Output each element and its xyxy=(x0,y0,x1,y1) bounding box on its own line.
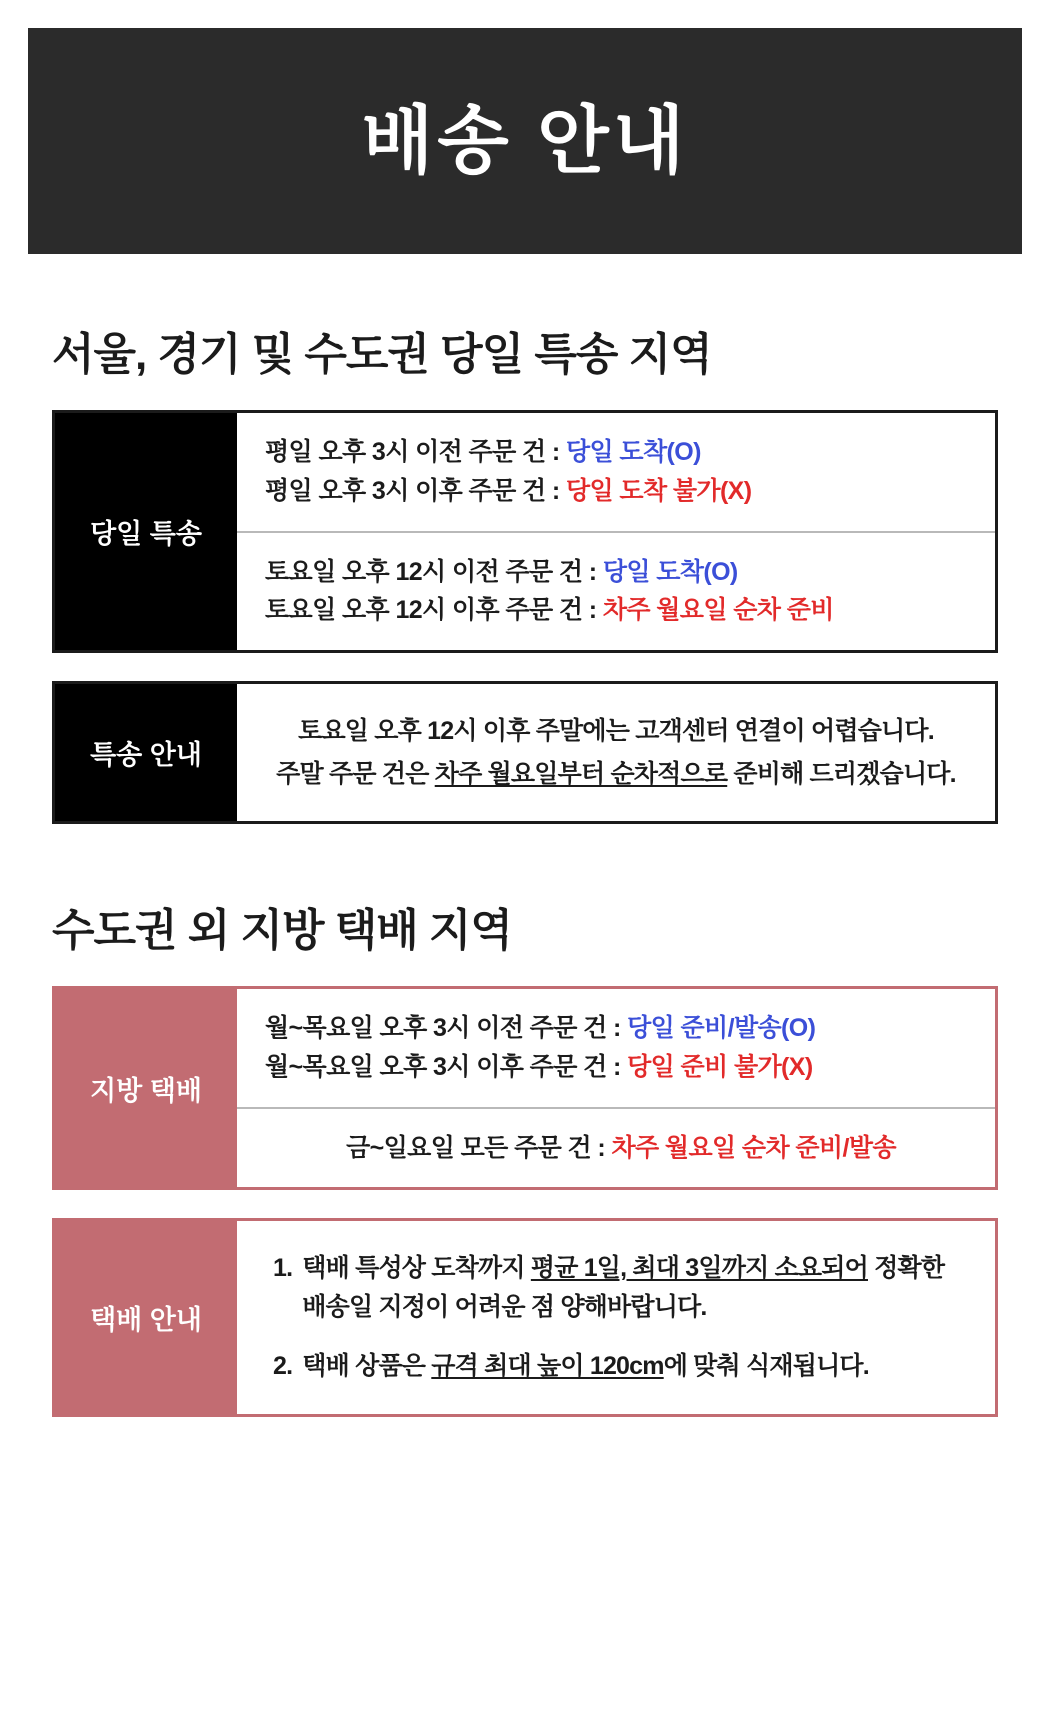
notice-underlined-text: 차주 월요일부터 순차적으로 xyxy=(434,759,728,788)
regional-notice-table xyxy=(52,1218,998,1416)
table-row xyxy=(237,1107,995,1188)
rule-line xyxy=(265,591,977,630)
list-item xyxy=(273,1347,965,1386)
same-day-delivery-label: 당일 특송 xyxy=(55,413,237,650)
table-row xyxy=(237,531,995,651)
rule-line xyxy=(265,472,977,511)
regional-delivery-rows xyxy=(237,989,995,1187)
rule-line xyxy=(265,433,977,472)
page-title: 배송 안내 xyxy=(361,99,689,182)
regional-delivery-label: 지방 택배 xyxy=(55,989,237,1187)
list-marker: 1. xyxy=(273,1254,293,1283)
list-text xyxy=(302,1249,965,1327)
rule-highlight: 당일 준비 불가(X) xyxy=(627,1052,813,1081)
rule-prefix: 토요일 오후 12시 이전 주문 건 : xyxy=(265,557,603,586)
list-text-after: 정확한 배송일 지정이 어려운 점 양해바랍니다. xyxy=(302,1254,945,1321)
rule-line xyxy=(265,1129,977,1168)
regional-delivery-table xyxy=(52,986,998,1190)
notice-text: 주말 주문 건은 xyxy=(276,759,435,788)
rule-prefix: 금~일요일 모든 주문 건 : xyxy=(346,1133,612,1162)
rule-highlight: 차주 월요일 순차 준비 xyxy=(602,596,834,625)
table-row xyxy=(237,413,995,531)
rule-line xyxy=(265,553,977,592)
table-row xyxy=(237,989,995,1107)
rule-prefix: 월~목요일 오후 3시 이후 주문 건 : xyxy=(265,1052,628,1081)
list-item xyxy=(273,1249,965,1327)
same-day-delivery-table xyxy=(52,410,998,653)
list-text-after: 에 맞춰 식재됩니다. xyxy=(663,1351,869,1380)
section-heading-metro: 서울, 경기 및 수도권 당일 특송 지역 xyxy=(52,330,712,379)
same-day-notice-label: 특송 안내 xyxy=(55,684,237,821)
section-heading-regional: 수도권 외 지방 택배 지역 xyxy=(52,906,512,955)
rule-highlight: 차주 월요일 순차 준비/발송 xyxy=(611,1133,896,1162)
delivery-info-page xyxy=(0,28,1050,1720)
list-text-before: 택배 특성상 도착까지 xyxy=(302,1254,531,1283)
rule-highlight: 당일 도착(O) xyxy=(565,438,701,466)
rule-prefix: 평일 오후 3시 이전 주문 건 : xyxy=(265,438,566,466)
regional-notice-label: 택배 안내 xyxy=(55,1221,237,1413)
list-text-underlined: 평균 1일, 최대 3일까지 소요되어 xyxy=(530,1254,868,1283)
same-day-delivery-rows xyxy=(237,413,995,650)
rule-highlight: 당일 도착(O) xyxy=(602,557,738,586)
same-day-notice-table xyxy=(52,681,998,824)
list-marker: 2. xyxy=(273,1351,293,1380)
rule-line xyxy=(265,1048,977,1087)
same-day-notice-rows xyxy=(237,684,995,821)
rule-highlight: 당일 준비/발송(O) xyxy=(627,1014,816,1042)
list-text-before: 택배 상품은 xyxy=(302,1351,432,1380)
notice-line xyxy=(276,753,956,796)
rule-prefix: 평일 오후 3시 이후 주문 건 : xyxy=(265,476,566,505)
rule-highlight: 당일 도착 불가(X) xyxy=(565,476,752,505)
list-text-underlined: 규격 최대 높이 120cm xyxy=(431,1351,664,1380)
rule-line xyxy=(265,1009,977,1048)
notice-line xyxy=(298,710,934,753)
list-text xyxy=(302,1347,965,1386)
rule-prefix: 토요일 오후 12시 이후 주문 건 : xyxy=(265,596,603,625)
rule-prefix: 월~목요일 오후 3시 이전 주문 건 : xyxy=(265,1014,628,1042)
regional-notice-rows xyxy=(237,1221,995,1413)
page-banner xyxy=(28,28,1022,254)
notice-text-tail: 준비해 드리겠습니다. xyxy=(727,759,956,788)
notice-text: 토요일 오후 12시 이후 주말에는 고객센터 연결이 어렵습니다. xyxy=(298,717,934,745)
